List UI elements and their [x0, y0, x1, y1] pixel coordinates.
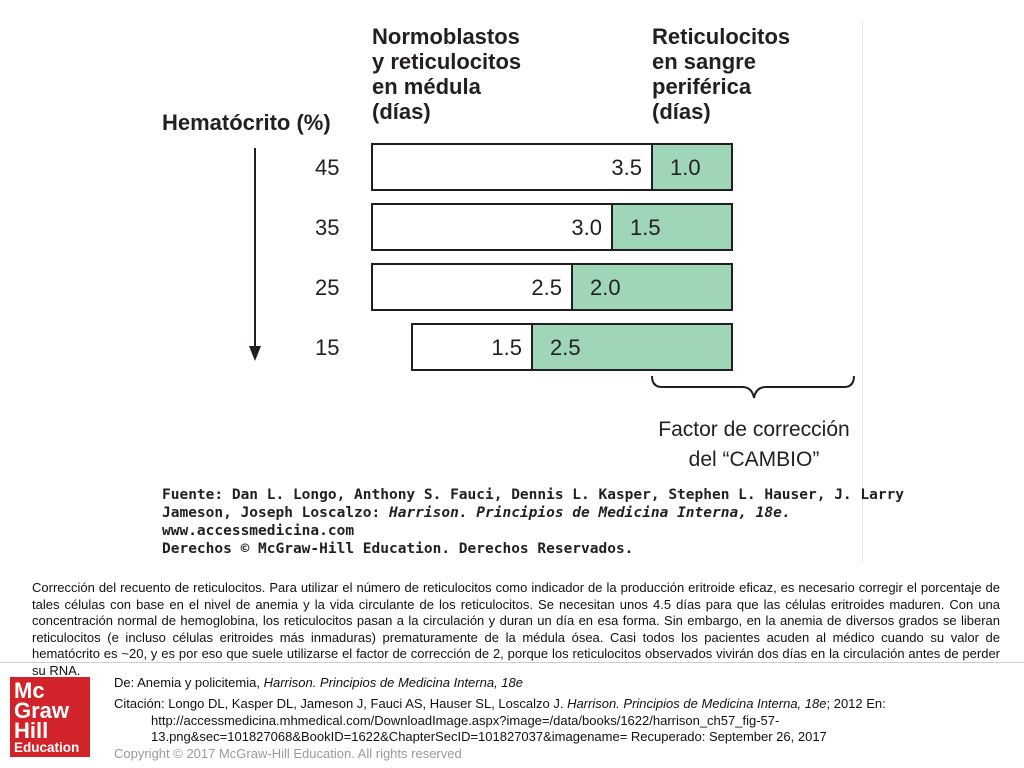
marrow-days-label: 3.0: [571, 215, 602, 240]
blood-days-label: 2.5: [550, 335, 581, 360]
source-website: www.accessmedicina.com: [162, 523, 355, 539]
figure-panel: [150, 20, 905, 562]
blood-days-label: 2.0: [590, 275, 621, 300]
book-title: Harrison. Principios de Medicina Interna, 18e: [263, 675, 523, 690]
marrow-days-label: 3.5: [611, 155, 642, 180]
hematocrit-axis-label: Hematócrito (%): [162, 110, 331, 135]
correction-label-line: Factor de corrección: [658, 418, 850, 441]
source-line: Fuente: Dan L. Longo, Anthony S. Fauci, Dennis L. Kasper, Stephen L. Hauser, J. Larry: [162, 487, 905, 503]
reticulocyte-diagram: [150, 20, 862, 480]
divider: [0, 662, 1024, 663]
mcgraw-hill-logo: [10, 677, 90, 757]
citation-authors: Citación: Longo DL, Kasper DL, Jameson J, Fauci AS, Hauser SL, Loscalzo J.: [114, 696, 568, 711]
marrow-header-line: en médula: [372, 74, 481, 99]
hematocrit-value: 45: [315, 155, 340, 180]
source-line: [162, 504, 904, 522]
blood-days-label: 1.0: [670, 155, 701, 180]
blood-header-line: periférica: [652, 74, 752, 99]
citation-url-line: 13.png&sec=101827068&BookID=1622&ChapterSecID=101827037&imagename= Recuperado: September 26, 2017: [151, 729, 827, 744]
blood-days-label: 1.5: [630, 215, 661, 240]
blood-header-line: en sangre: [652, 49, 756, 74]
marrow-header-line: y reticulocitos: [372, 49, 522, 74]
citation: [114, 696, 886, 712]
figure-caption: Corrección del recuento de reticulocitos. Para utilizar el número de reticulocitos como indicador de la producción eritroide eficaz, es necesario corregir el porcentaje de tales células con base en el nivel de anemia y la vida circulante de los reticulocitos. Se necesitan unos 4.5 días para que las células eritroides maduren. Con una concentración normal de hemoglobina, los reticulocitos pasan a la circulación y duran un día en esa forma. Sin embargo, en la anemia de diversos grados se liberan reticulocitos (e incluso células eritroides más inmaduras) prematuramente de la médula ósea. Casi todos los pacientes acuden al médico cuando su valor de hematócrito es ~20, y es por eso que suele utilizarse el factor de corrección de 2, porque los reticulocitos observados vivirán dos días en la circulación antes de perder su RNA.: [32, 580, 1000, 678]
chapter-name: De: Anemia y policitemia,: [114, 675, 264, 690]
marrow-header-line: Normoblastos: [372, 24, 520, 49]
copyright: Copyright © 2017 McGraw-Hill Education. All rights reserved: [114, 746, 462, 761]
logo-text: Mc: [14, 678, 45, 703]
source-rights: Derechos © McGraw-Hill Education. Derechos Reservados.: [162, 541, 634, 557]
marrow-header-line: (días): [372, 99, 431, 124]
source-authors: Jameson, Joseph Loscalzo:: [162, 505, 389, 521]
correction-brace: [652, 376, 854, 398]
blood-header-line: Reticulocitos: [652, 24, 791, 49]
logo-text: Education: [14, 740, 80, 755]
source-book-title: Harrison. Principios de Medicina Interna, 18e.: [388, 505, 791, 521]
marrow-bar: [372, 144, 652, 190]
citation-url-line: http://accessmedicina.mhmedical.com/DownloadImage.aspx?image=/data/books/1622/harrison_ch57_fig-57-: [151, 713, 780, 728]
down-arrow-icon: [249, 346, 261, 361]
correction-label-line: del “CAMBIO”: [688, 448, 820, 471]
blood-header-line: (días): [652, 99, 711, 124]
logo-text: Hill: [14, 718, 49, 743]
citation-book-title: Harrison. Principios de Medicina Interna, 18e: [567, 696, 827, 711]
hematocrit-value: 15: [315, 335, 340, 360]
hematocrit-value: 35: [315, 215, 340, 240]
chapter-reference: [114, 675, 523, 691]
source-note: [162, 486, 904, 558]
citation-year: ; 2012 En:: [826, 696, 886, 711]
marrow-days-label: 1.5: [491, 335, 522, 360]
hematocrit-value: 25: [315, 275, 340, 300]
marrow-days-label: 2.5: [531, 275, 562, 300]
logo-text: Graw: [14, 698, 70, 723]
